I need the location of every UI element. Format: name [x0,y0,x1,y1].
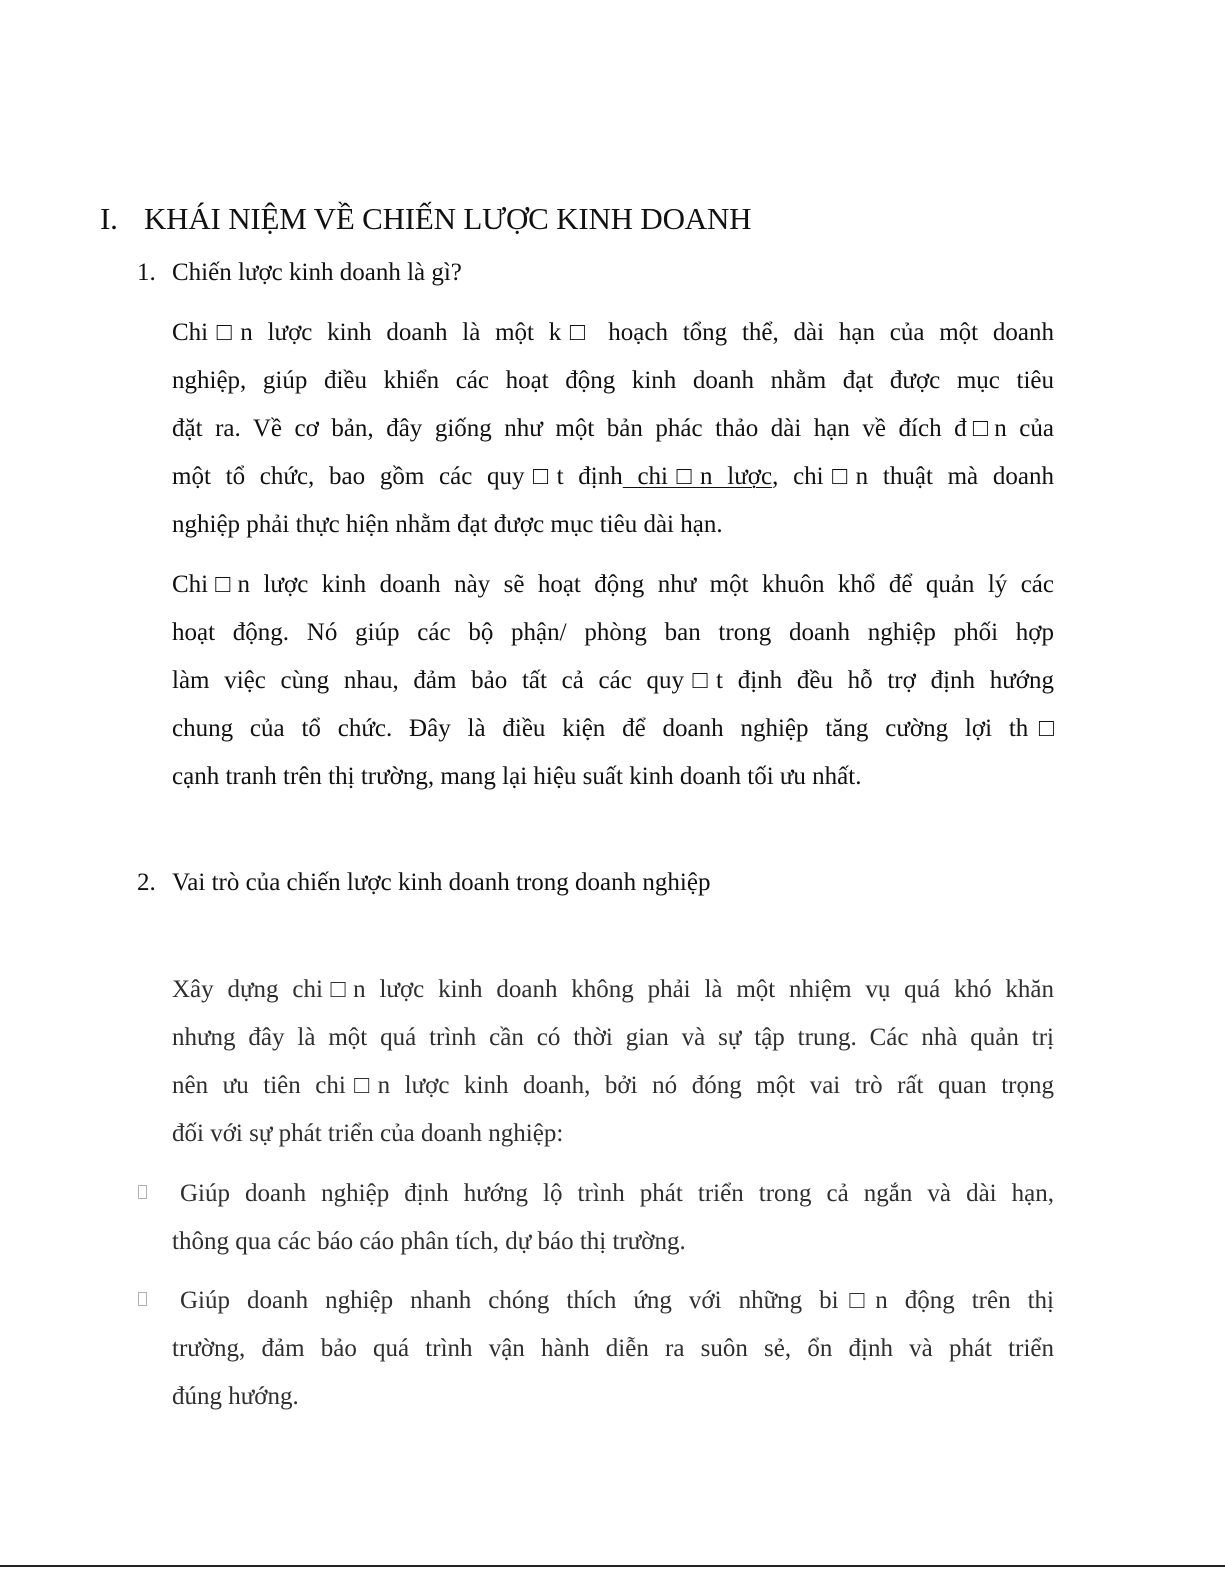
bullet-line: thông qua các báo cáo phân tích, dự báo thị trường. [172,1228,686,1255]
paragraph-line: cạnh tranh trên thị trường, mang lại hiệu suất kinh doanh tối ưu nhất. [172,763,862,790]
text-segment: , chi□n thuật mà doanh [772,463,1054,490]
subheading-1 [137,255,462,291]
subheading-2-title: Vai trò của chiến lược kinh doanh trong doanh nghiệp [172,869,711,896]
paragraph-line: nghiệp, giúp điều khiển các hoạt động kinh doanh nhằm đạt được mục tiêu [172,367,1054,394]
paragraph-framework [172,561,1054,801]
section-heading [100,197,751,241]
paragraph-definition [172,309,1054,549]
bullet-item [138,1277,1054,1421]
paragraph-role-intro [172,966,1054,1158]
subheading-1-title: Chiến lược kinh doanh là gì? [172,259,462,286]
paragraph-line-with-link [172,453,1054,501]
subheading-1-number: 1. [137,259,156,286]
paragraph-line: Chi□n lược kinh doanh này sẽ hoạt động như một khuôn khổ để quản lý các [172,571,1054,598]
bullet-text [172,1170,1054,1266]
paragraph-line: đối với sự phát triển của doanh nghiệp: [172,1120,564,1147]
bullet-line: trường, đảm bảo quá trình vận hành diễn ra suôn sẻ, ổn định và phát triển [172,1335,1054,1362]
page-bottom-rule [0,1565,1225,1567]
bullet-line: đúng hướng. [172,1383,299,1410]
bullet-line: Giúp doanh nghiệp nhanh chóng thích ứng với những bi□n động trên thị [180,1287,1054,1314]
bullet-marker-icon [138,1292,147,1306]
subheading-2-number: 2. [137,869,156,896]
bullet-marker-icon [138,1185,147,1199]
text-segment: một tổ chức, bao gồm các quy□t định [172,463,623,490]
underlined-link-text[interactable]: chi□n lược [622,463,773,490]
paragraph-line: hoạt động. Nó giúp các bộ phận/ phòng ban trong doanh nghiệp phối hợp [172,619,1054,646]
paragraph-line: nghiệp phải thực hiện nhằm đạt được mục tiêu dài hạn. [172,511,723,538]
bullet-item [138,1170,1054,1266]
bullet-line: Giúp doanh nghiệp định hướng lộ trình phát triển trong cả ngắn và dài hạn, [180,1180,1054,1207]
bullet-text [172,1277,1054,1421]
section-heading-number: I. [100,201,118,236]
paragraph-line: chung của tổ chức. Đây là điều kiện để doanh nghiệp tăng cường lợi th□ [172,715,1054,742]
paragraph-line: làm việc cùng nhau, đảm bảo tất cả các quy□t định đều hỗ trợ định hướng [172,667,1054,694]
section-heading-title: KHÁI NIỆM VỀ CHIẾN LƯỢC KINH DOANH [144,201,752,236]
paragraph-line: Chi□n lược kinh doanh là một k□ hoạch tổng thể, dài hạn của một doanh [172,319,1054,346]
subheading-2 [137,865,710,901]
paragraph-line: nên ưu tiên chi□n lược kinh doanh, bởi nó đóng một vai trò rất quan trọng [172,1072,1054,1099]
paragraph-line: đặt ra. Về cơ bản, đây giống như một bản phác thảo dài hạn về đích đ□n của [172,415,1054,442]
paragraph-line: Xây dựng chi□n lược kinh doanh không phải là một nhiệm vụ quá khó khăn [172,976,1054,1003]
paragraph-line: nhưng đây là một quá trình cần có thời gian và sự tập trung. Các nhà quản trị [172,1024,1054,1051]
